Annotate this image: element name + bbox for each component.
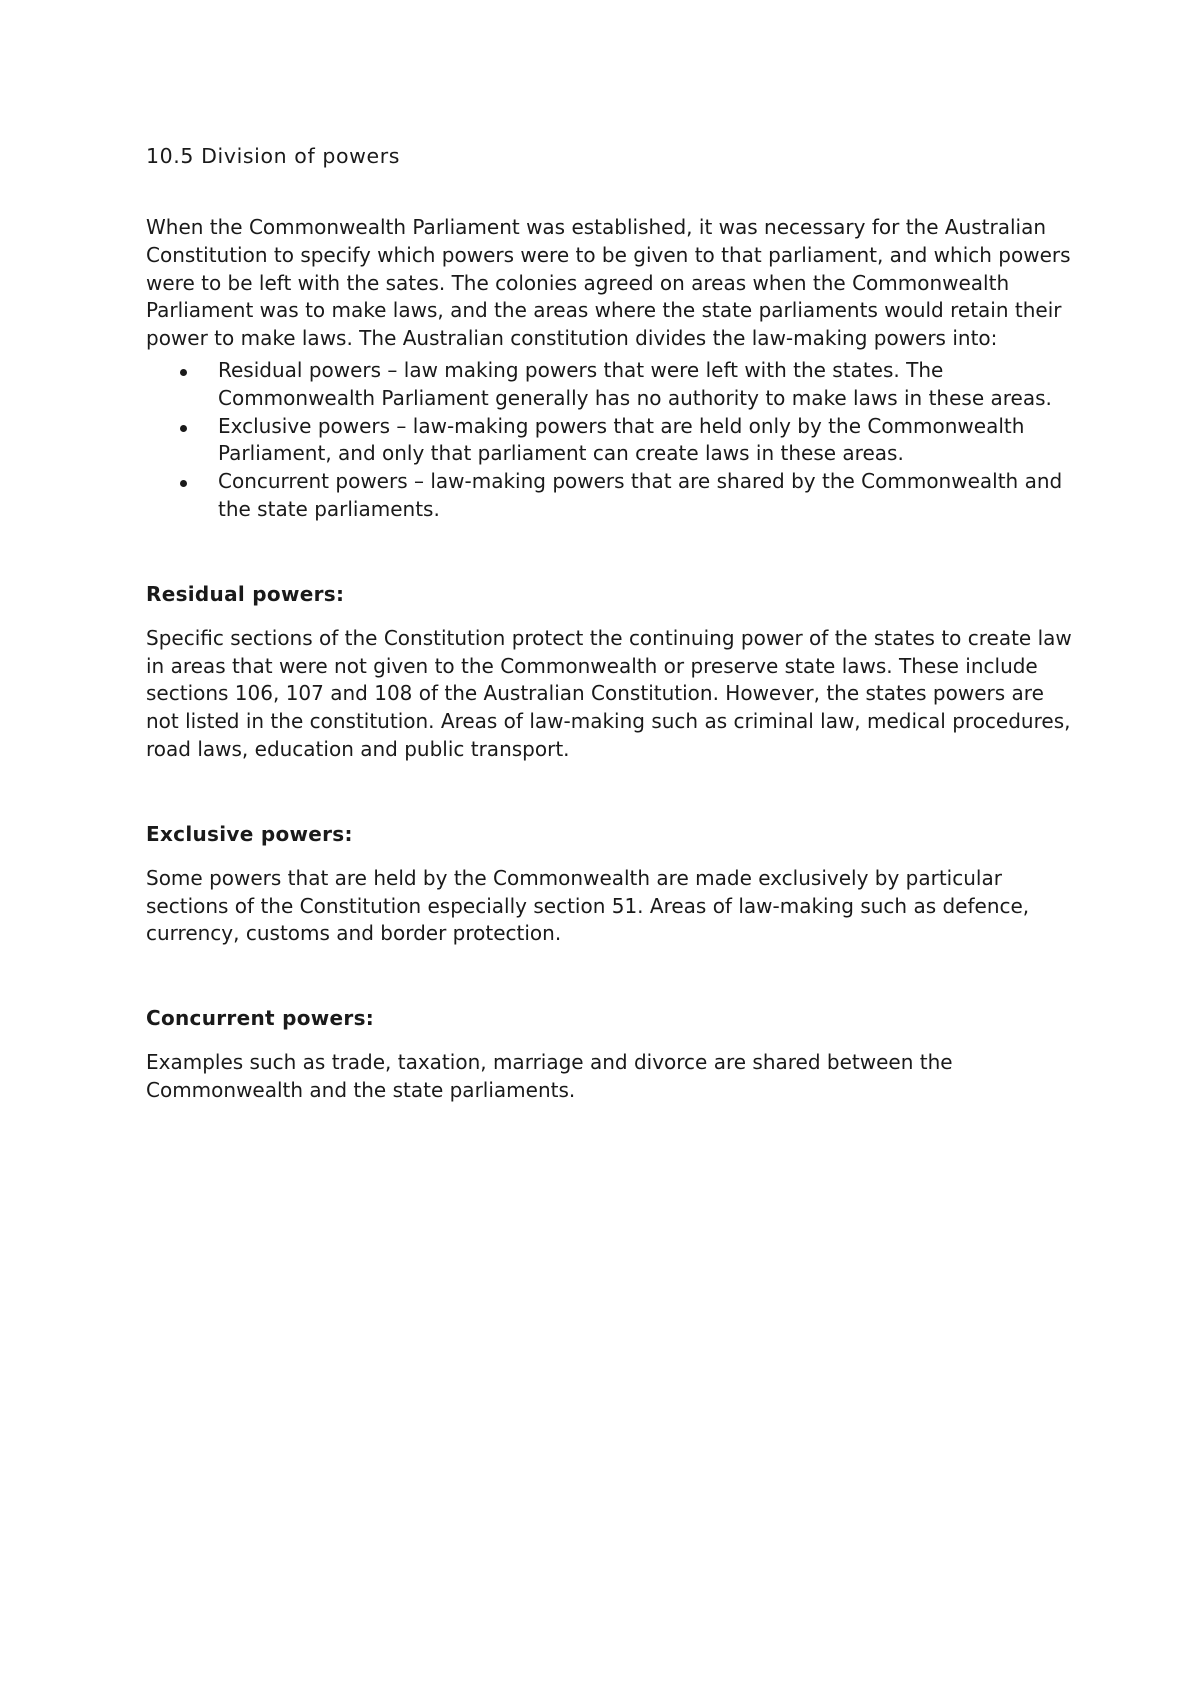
powers-bullet-list [146,357,1076,524]
intro-paragraph: When the Commonwealth Parliament was established, it was necessary for the Australian Constitution to specify which powers were to be given to that parliament, and which powers were to be left with the sates. The colonies agreed on areas when the Commonwealth Parliament was to make laws, and the areas where the state parliaments would retain their power to make laws. The Australian constitution divides the law-making powers into: [146,215,1071,351]
document-page [146,141,1076,1105]
section-residual-powers [146,579,1076,764]
document-title: 10.5 Division of powers [146,144,401,168]
section-body: Specific sections of the Constitution protect the continuing power of the states to create law in areas that were not given to the Commonwealth or preserve state laws. These include sections 106, 107 and 108 of the Australian Constitution. However, the states powers are not listed in the constitution. Areas of law-making such as criminal law, medical procedures, road laws, education and public transport. [146,625,1072,761]
bullet-concurrent-powers [146,468,1076,524]
bullet-text: Concurrent powers – law-making powers that are shared by the Commonwealth and the state parliaments. [218,469,1063,521]
bullet-exclusive-powers [146,413,1076,469]
bullet-residual-powers [146,357,1076,413]
section-heading: Residual powers: [146,581,345,606]
bullet-dot-icon [180,480,187,487]
bullet-dot-icon [180,425,187,432]
section-concurrent-powers [146,1003,1076,1105]
bullet-dot-icon [180,369,187,376]
bullet-text: Exclusive powers – law-making powers that are held only by the Commonwealth Parliament, and only that parliament can create laws in these areas. [218,413,1025,466]
section-heading: Concurrent powers: [146,1006,375,1031]
bullet-text: Residual powers – law making powers that were left with the states. The Commonwealth Parliament generally has no authority to make laws in these areas. [218,357,1052,410]
section-exclusive-powers [146,819,1076,948]
section-heading: Exclusive powers: [146,821,353,846]
section-body: Examples such as trade, taxation, marriage and divorce are shared between the Commonwealth and the state parliaments. [146,1050,953,1102]
section-body: Some powers that are held by the Commonwealth are made exclusively by particular sections of the Constitution especially section 51. Areas of law-making such as defence, currency, customs and border protection. [146,865,1030,946]
